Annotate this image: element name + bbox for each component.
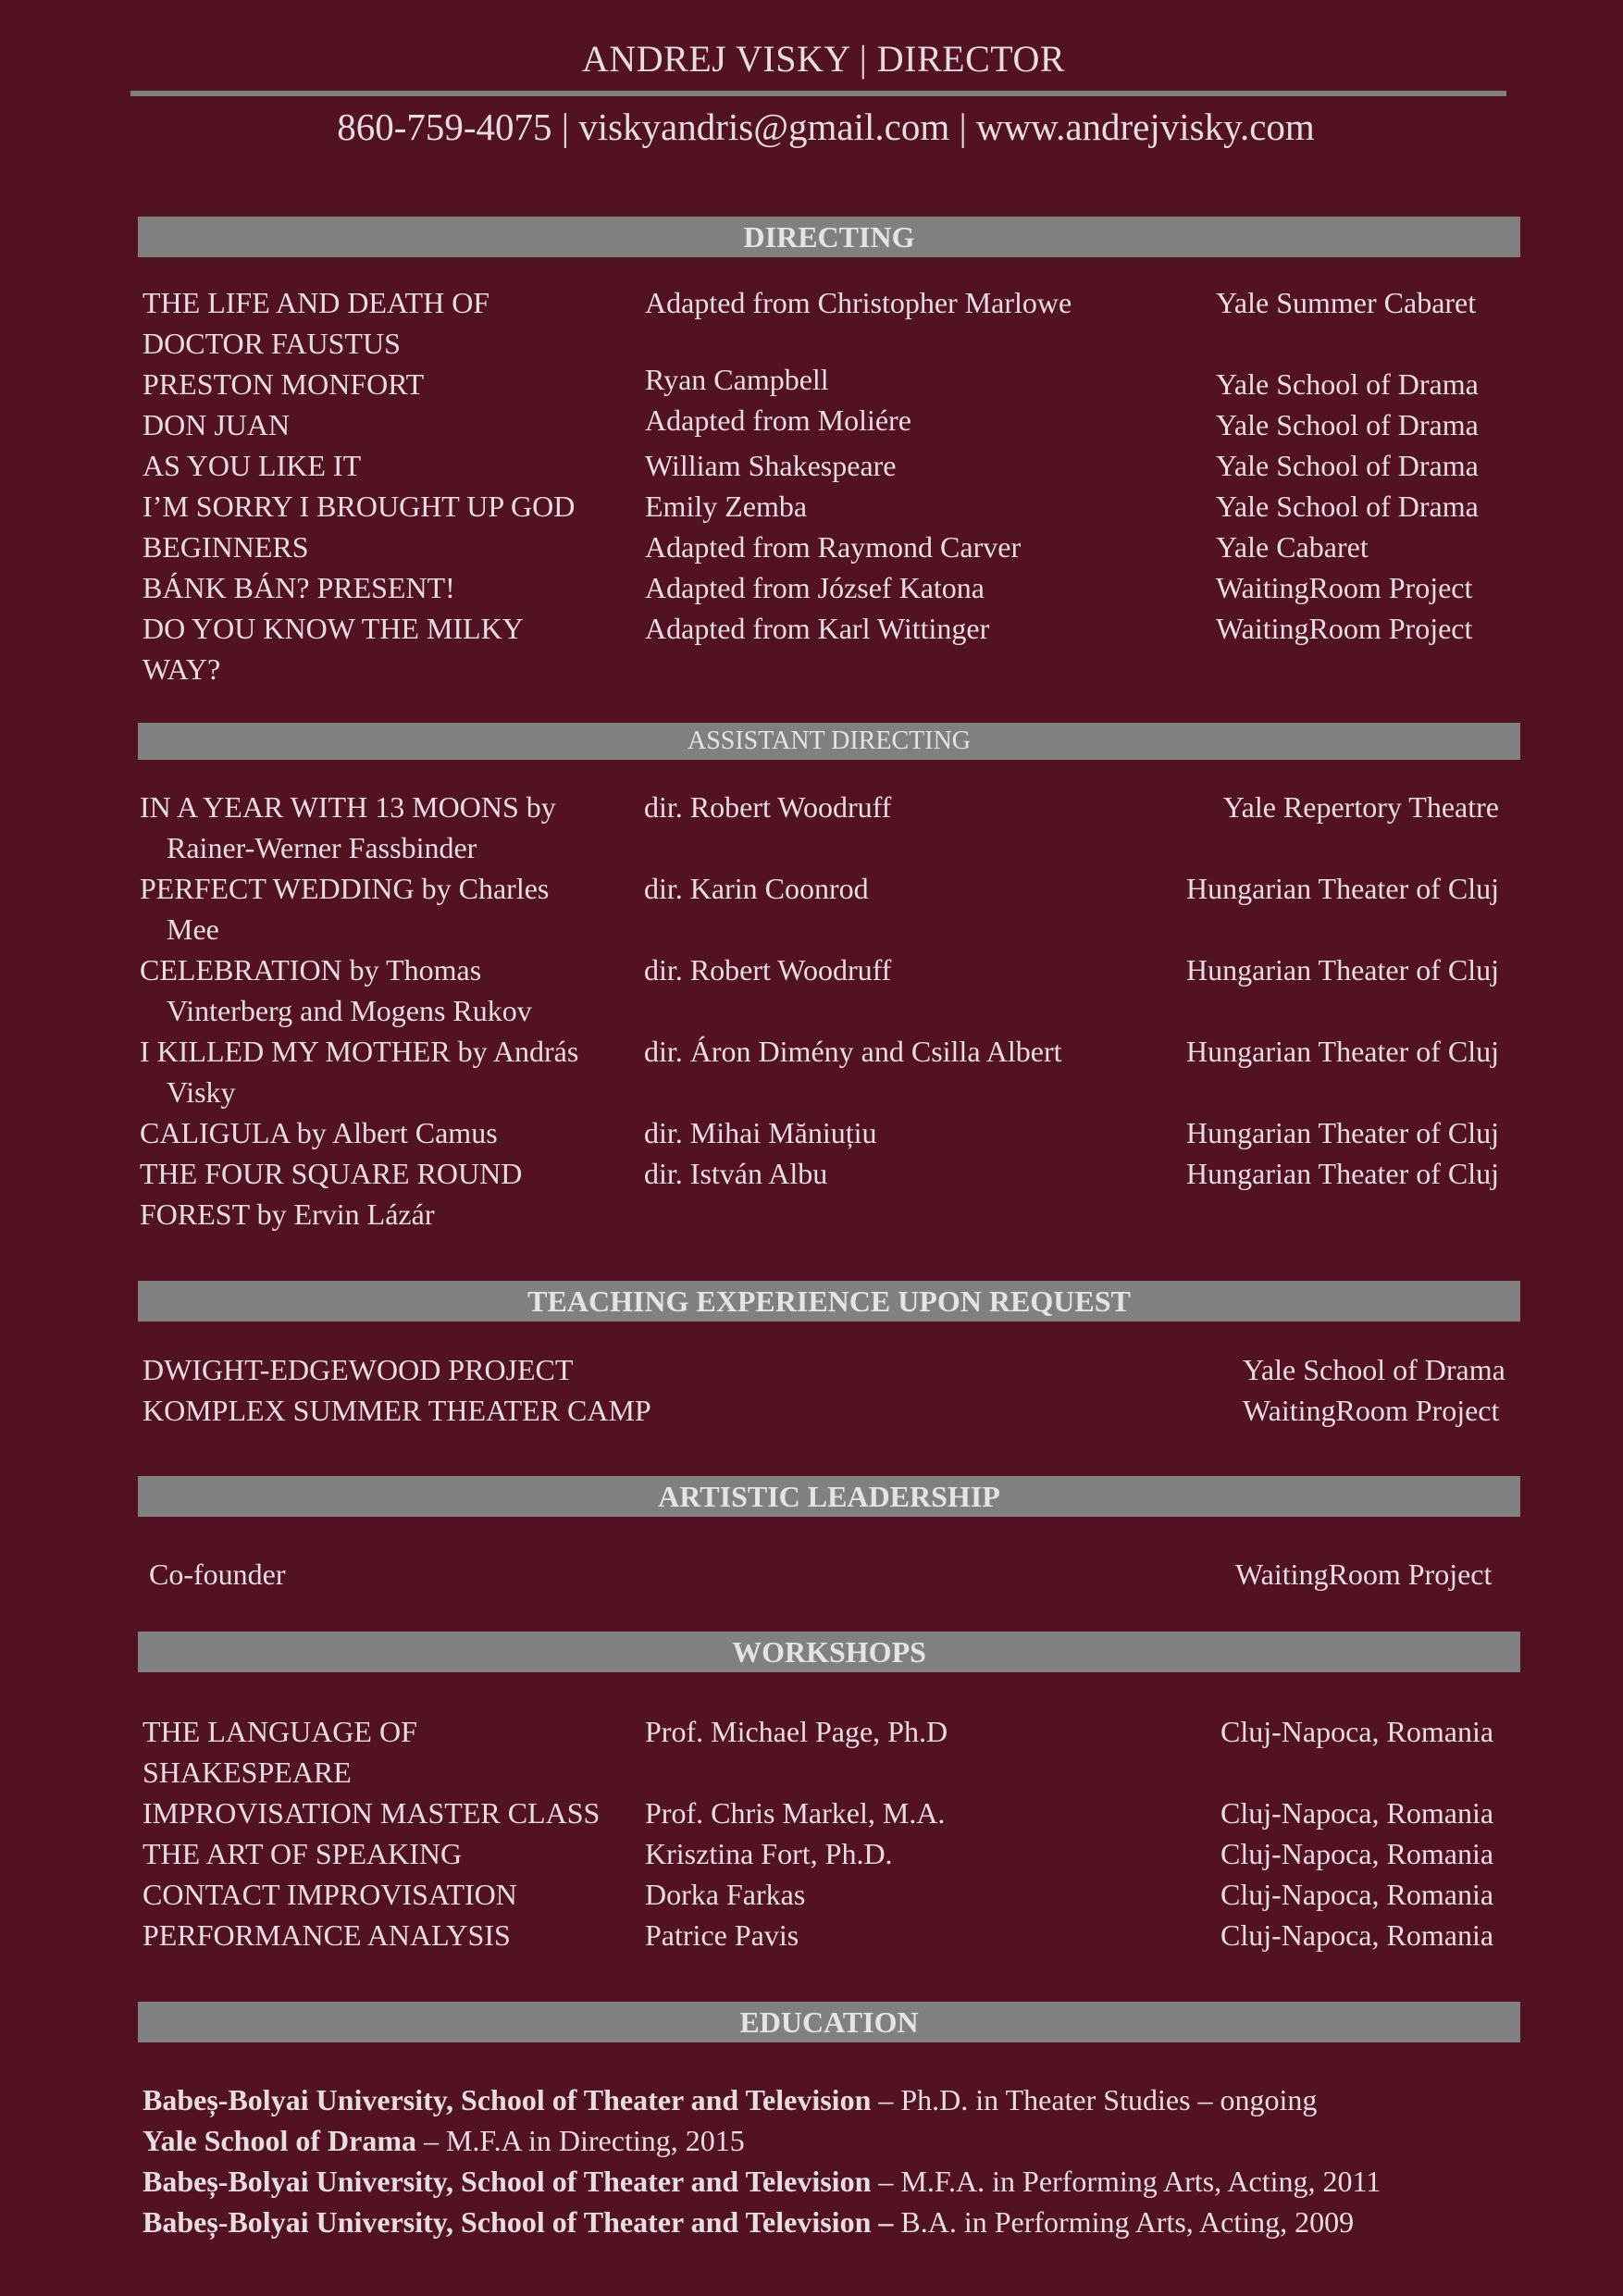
page-title: ANDREJ VISKY | DIRECTOR — [581, 38, 1066, 80]
list-item-teacher: Krisztina Fort, Ph.D. — [645, 1837, 893, 1870]
list-item-venue: Yale School of Drama — [1216, 408, 1479, 441]
leadership-role: Co-founder — [149, 1558, 286, 1591]
list-item-place: Cluj-Napoca, Romania — [1220, 1837, 1494, 1870]
list-item-title: I’M SORRY I BROUGHT UP GOD — [142, 490, 576, 523]
list-item-venue: Yale School of Drama — [1216, 490, 1479, 523]
list-item-venue: Yale Repertory Theatre — [1222, 790, 1499, 824]
section-header-directing: DIRECTING — [138, 217, 1520, 257]
list-item-title-cont: Visky — [167, 1075, 236, 1109]
list-item-author: Emily Zemba — [645, 490, 808, 523]
list-item-director: dir. Robert Woodruff — [644, 790, 892, 824]
list-item-title-cont: FOREST by Ervin Lázár — [140, 1198, 435, 1231]
list-item-title: DON JUAN — [142, 408, 291, 441]
list-item-title-cont: Vinterberg and Mogens Rukov — [167, 994, 532, 1027]
list-item-title: THE FOUR SQUARE ROUND — [140, 1157, 523, 1190]
list-item-place: Cluj-Napoca, Romania — [1220, 1878, 1494, 1911]
list-item-venue: Yale Cabaret — [1216, 530, 1369, 564]
education-entry — [142, 2202, 1354, 2242]
list-item-teacher: Dorka Farkas — [645, 1878, 806, 1911]
section-header-teaching: TEACHING EXPERIENCE UPON REQUEST — [138, 1281, 1520, 1322]
list-item-title: THE ART OF SPEAKING — [142, 1837, 463, 1870]
list-item-title: PERFORMANCE ANALYSIS — [142, 1918, 511, 1952]
list-item-author: Ryan Campbell — [645, 363, 829, 396]
list-item-venue: Yale School of Drama — [1216, 449, 1479, 482]
education-degree: B.A. in Performing Arts, Acting, 2009 — [893, 2205, 1355, 2239]
list-item-venue: Yale School of Drama — [1216, 367, 1479, 401]
section-header-education: EDUCATION — [138, 2002, 1520, 2042]
list-item-venue: Hungarian Theater of Cluj — [1186, 953, 1499, 987]
list-item-place: Cluj-Napoca, Romania — [1220, 1918, 1494, 1952]
list-item-title-cont: Mee — [167, 912, 219, 946]
list-item-title: THE LANGUAGE OF SHAKESPEARE — [142, 1715, 417, 1789]
list-item-title: AS YOU LIKE IT — [142, 449, 362, 482]
list-item-author: Adapted from Karl Wittinger — [645, 612, 990, 645]
list-item-teacher: Prof. Michael Page, Ph.D — [645, 1715, 948, 1748]
list-item-venue: Yale Summer Cabaret — [1216, 286, 1477, 319]
list-item-author: Adapted from Christopher Marlowe — [645, 286, 1072, 319]
education-degree: – M.F.A. in Performing Arts, Acting, 2011 — [871, 2165, 1381, 2198]
list-item-title: CELEBRATION by Thomas — [140, 953, 482, 987]
list-item-title-cont: Rainer-Werner Fassbinder — [167, 831, 477, 864]
list-item-venue: Yale School of Drama — [1243, 1353, 1505, 1386]
education-school: Yale School of Drama — [142, 2124, 416, 2157]
list-item-title: DO YOU KNOW THE MILKY WAY? — [142, 612, 523, 686]
list-item-title: IN A YEAR WITH 13 MOONS by — [140, 790, 556, 824]
list-item-teacher: Prof. Chris Markel, M.A. — [645, 1796, 946, 1830]
list-item-director: dir. Áron Dimény and Csilla Albert — [644, 1035, 1062, 1068]
section-header-assistant-directing: ASSISTANT DIRECTING — [138, 723, 1520, 760]
list-item-place: Cluj-Napoca, Romania — [1220, 1715, 1494, 1748]
education-entry — [142, 2161, 1381, 2202]
list-item-title: PERFECT WEDDING by Charles — [140, 872, 550, 905]
list-item-venue: Hungarian Theater of Cluj — [1186, 1116, 1499, 1149]
section-header-workshops: WORKSHOPS — [138, 1632, 1520, 1672]
list-item-director: dir. Robert Woodruff — [644, 953, 892, 987]
header-divider — [130, 91, 1506, 96]
education-entry — [142, 2120, 745, 2161]
list-item-title: CONTACT IMPROVISATION — [142, 1878, 517, 1911]
list-item-venue: WaitingRoom Project — [1216, 571, 1473, 604]
list-item-venue: Hungarian Theater of Cluj — [1186, 1035, 1499, 1068]
leadership-venue: WaitingRoom Project — [1235, 1558, 1493, 1591]
list-item-title: KOMPLEX SUMMER THEATER CAMP — [142, 1394, 651, 1427]
education-school: Babeș-Bolyai University, School of Theater and Television — [142, 2083, 872, 2116]
list-item-venue: Hungarian Theater of Cluj — [1186, 872, 1499, 905]
list-item-venue: Hungarian Theater of Cluj — [1186, 1157, 1499, 1190]
list-item-title: BÁNK BÁN? PRESENT! — [142, 571, 455, 604]
contact-line: 860-759-4075 | viskyandris@gmail.com | www.andrejvisky.com — [337, 105, 1315, 148]
list-item-title: PRESTON MONFORT — [142, 367, 425, 401]
section-header-leadership: ARTISTIC LEADERSHIP — [138, 1476, 1520, 1517]
education-degree: – Ph.D. in Theater Studies – ongoing — [871, 2083, 1318, 2116]
list-item-title: DWIGHT-EDGEWOOD PROJECT — [142, 1353, 574, 1386]
list-item-venue: WaitingRoom Project — [1216, 612, 1473, 645]
list-item-author: Adapted from Moliére — [645, 403, 911, 437]
education-degree: – M.F.A in Directing, 2015 — [415, 2124, 745, 2157]
list-item-author: Adapted from József Katona — [645, 571, 985, 604]
education-entry — [142, 2079, 1317, 2120]
list-item-venue: WaitingRoom Project — [1243, 1394, 1500, 1427]
education-school: Babeș-Bolyai University, School of Theater and Television — [142, 2165, 872, 2198]
education-school: Babeș-Bolyai University, School of Theater and Television – — [142, 2205, 894, 2239]
list-item-director: dir. István Albu — [644, 1157, 828, 1190]
list-item-title: I KILLED MY MOTHER by András — [140, 1035, 579, 1068]
list-item-teacher: Patrice Pavis — [645, 1918, 799, 1952]
list-item-director: dir. Mihai Măniuțiu — [644, 1116, 877, 1149]
list-item-title: THE LIFE AND DEATH OF DOCTOR FAUSTUS — [142, 286, 490, 360]
list-item-title: IMPROVISATION MASTER CLASS — [142, 1796, 601, 1830]
list-item-author: Adapted from Raymond Carver — [645, 530, 1022, 564]
list-item-title: BEGINNERS — [142, 530, 309, 564]
list-item-title: CALIGULA by Albert Camus — [140, 1116, 498, 1149]
list-item-place: Cluj-Napoca, Romania — [1220, 1796, 1494, 1830]
list-item-director: dir. Karin Coonrod — [644, 872, 869, 905]
list-item-author: William Shakespeare — [645, 449, 897, 482]
